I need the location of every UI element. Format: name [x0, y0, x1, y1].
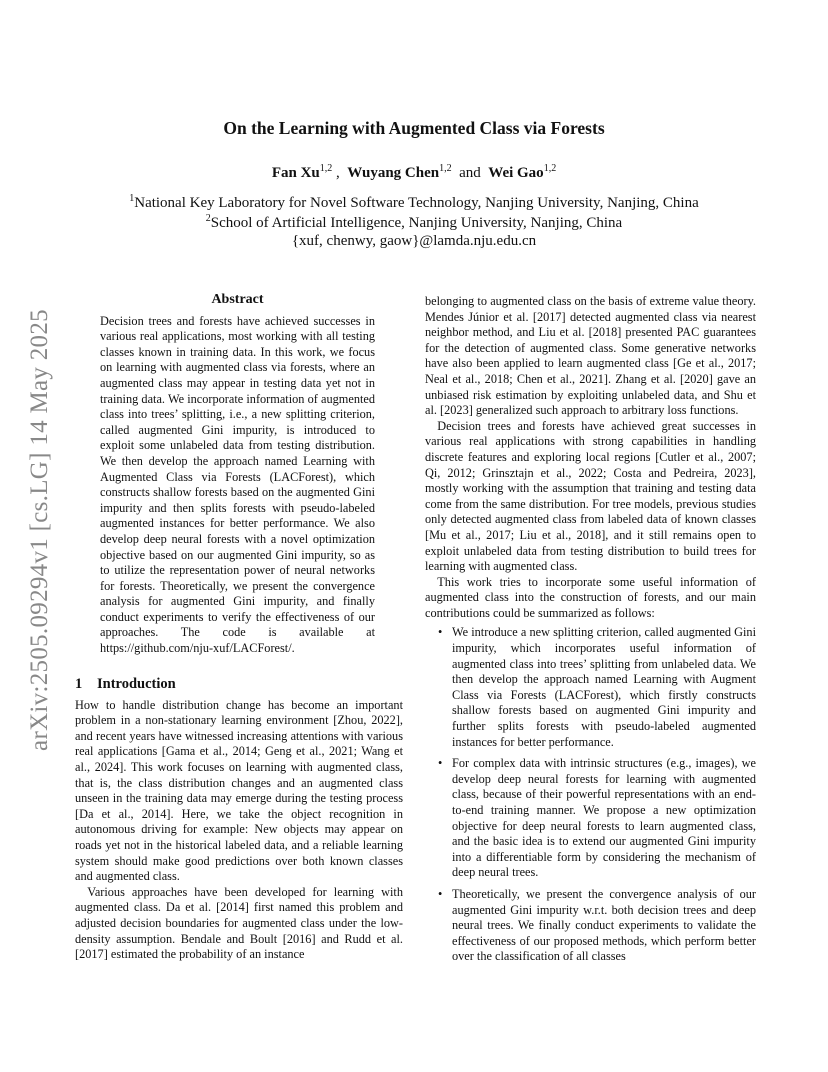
contribution-text: For complex data with intrinsic structures (e.g., images), we develop deep neural forests for learning with augmented class, because of their powerful representations with an end-to-end training manner. We propose a new optimization objective for deep neural forests to learn augmented class, and the basic idea is to extend our augmented Gini impurity into a differentiable form by considering the mechanism of deep neural trees. [452, 756, 756, 880]
affiliation-text: National Key Laboratory for Novel Software Technology, Nanjing University, Nanjing, China [134, 195, 699, 211]
section-number: 1 [75, 676, 83, 692]
and-word: and [459, 165, 481, 181]
right-column [425, 294, 756, 971]
intro-paragraph: How to handle distribution change has become an important problem in a non-stationary learning environment [Zhou, 2022], and recent years have witnessed increasing attentions with various real applications [Gama et al., 2014; Geng et al., 2021; Wang et al., 2024]. This work focuses on learning with augmented class, that is, the class distribution changes and an augmented class unseen in the training data may emerge during the testing process [Da et al., 2014]. Here, we take the object recognition in autonomous driving for example: New objects may appear on roads yet not in the historical labeled data, and a reliable learning system should make good predictions over both known classes and augmented class. [75, 697, 403, 884]
author-affiliation-mark: 1,2 [543, 163, 557, 174]
body-paragraph: This work tries to incorporate some useful information of augmented class into the construction of forests, and our main contributions could be summarized as follows: [425, 574, 756, 620]
author-affiliation-mark: 1,2 [319, 163, 333, 174]
author-name: Wei Gao [488, 165, 544, 181]
abstract-text: Decision trees and forests have achieved successes in various real applications, most working with all testing classes known in training data. In this work, we focus on learning with augmented class via forests, where an augmented class may appear in testing data yet not in training data. We incorporate information of augmented class into trees’ splitting, i.e., a new splitting criterion, called augmented Gini impurity, is introduced to exploit some unlabeled data from testing distribution. We then develop the approach named Learning with Augmented Class via Forests (LACForest), which constructs shallow forests based on the augmented Gini impurity and then splits forests with pseudo-labeled augmented instances for better performance. We also develop deep neural forests with a novel optimization objective based on our augmented Gini impurity, so as to utilize the representation power of neural networks for forests. Theoretically, we present the convergence analysis for augmented Gini impurity, and finally conduct experiments to verify the effectiveness of our approaches. The code is available at https://github.com/nju-xuf/LACForest/. [100, 313, 375, 656]
section-title: Introduction [97, 676, 176, 692]
section-heading [75, 677, 403, 693]
author-email: {xuf, chenwy, gaow}@lamda.nju.edu.cn [291, 233, 537, 249]
bullet-icon: • [438, 886, 443, 901]
contribution-text: Theoretically, we present the convergence analysis of our augmented Gini impurity w.r.t. both decision trees and deep neural trees. We finally conduct experiments to validate the effectiveness of our proposed methods, which perform better over the classification of all classes [452, 886, 756, 964]
introduction-section [75, 677, 403, 963]
author-name: Fan Xu [271, 165, 320, 181]
abstract-heading: Abstract [211, 292, 264, 307]
intro-paragraph: Various approaches have been developed for learning with augmented class. Da et al. [2014] first named this problem and adjusted decision boundaries for augmented class under the low-density assumption. Bendale and Boult [2016] and Rudd et al. [2017] estimated the probability of an instance [75, 884, 403, 962]
affiliation-mark: 1 [129, 193, 135, 204]
paper-title: On the Learning with Augmented Class via Forests [223, 118, 605, 138]
author-list: Fan Xu$^{1,2}$ , Wuyang Chen$^{1,2}$ and Wei Gao$^{1,2}$ [271, 163, 557, 181]
body-paragraph: Decision trees and forests have achieved great successes in various real applications with strong capabilities in handling discrete features and exploring local regions [Cutler et al., 2007; Qi, 2012; Grinsztajn et al., 2022; Costa and Pedreira, 2023], mostly working with the assumption that training and testing data come from the same distribution. For tree models, previous studies only detected augmented class from labeled data of known classes [Mu et al., 2017; Liu et al., 2018], and it still remains open to exploit unlabeled data from testing distribution to build trees for learning with augmented class. [425, 418, 756, 574]
author-affiliation-mark: 1,2 [439, 163, 452, 174]
list-item [425, 625, 756, 750]
list-item [425, 756, 756, 881]
contribution-list [425, 625, 756, 964]
affiliation-mark: 2 [205, 213, 211, 224]
bullet-icon: • [438, 625, 443, 640]
body-paragraph: belonging to augmented class on the basis of extreme value theory. Mendes Júnior et al. [2017] detected augmented class via nearest neighbor method, and Liu et al. [2018] presented PAC guarantees for the detection of augmented class. Some generative networks have also been applied to learn augmented class [Ge et al., 2017; Neal et al., 2018; Chen et al., 2021]. Zhang et al. [2020] gave an unbiased risk estimation by exploiting unlabeled data, and Shu et al. [2023] generalized such approach to arbitrary loss functions. [425, 294, 756, 418]
arxiv-identifier: arXiv:2505.09294v1 [cs.LG] 14 May 2025 [26, 309, 53, 751]
contribution-text: We introduce a new splitting criterion, called augmented Gini impurity, which incorporates useful information of augmented class into trees’ splitting from unlabeled data. We then develop the approach named Learning with Augment Class via Forests (LACForest), which firstly constructs shallow forests based on augmented Gini impurity and further splits forests with pseudo-labeled augmented instances for better performance. [452, 625, 756, 749]
affiliation-text: School of Artificial Intelligence, Nanjing University, Nanjing, China [210, 215, 623, 231]
bullet-icon: • [438, 756, 443, 771]
author-name: Wuyang Chen [347, 165, 440, 181]
list-item [425, 887, 756, 965]
abstract [100, 292, 375, 657]
